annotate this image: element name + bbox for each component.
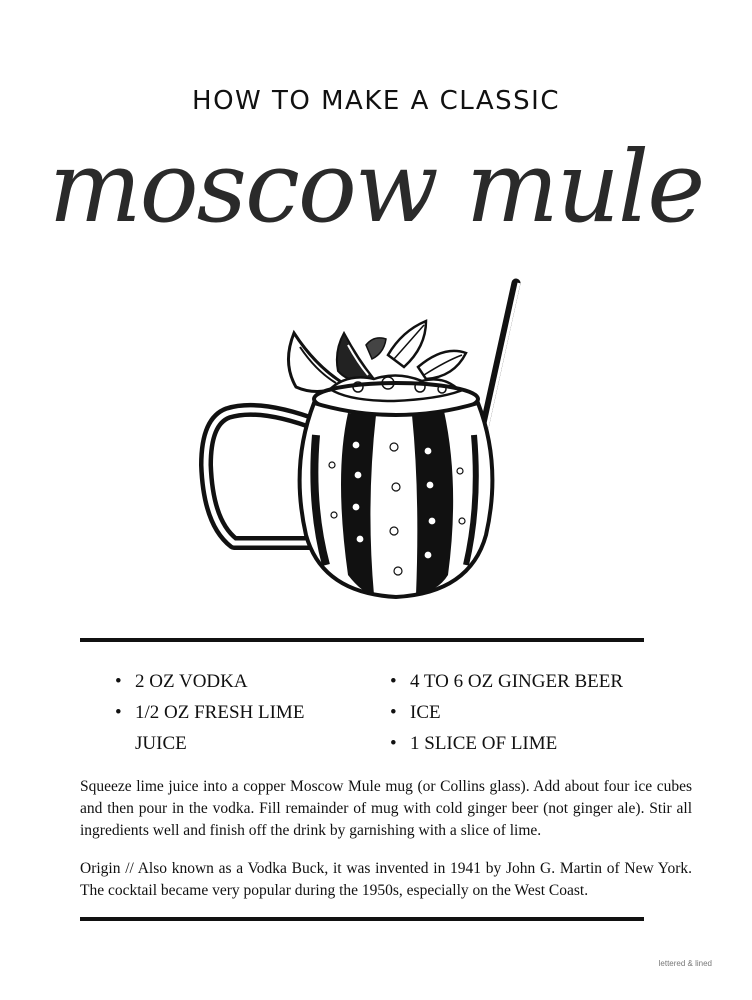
method-paragraph: Squeeze lime juice into a copper Moscow Mule mug (or Collins glass). Add about four ice cubes and then pour in the vodka. Fill remainder of mug with cold ginger beer (not ginger ale). Stir all ingredients well and finish off the drink by garnishing with a slice of lime. — [80, 778, 692, 839]
ingredient-text: ICE — [410, 702, 441, 723]
bullet: • — [115, 702, 122, 723]
ingredients-right-column — [390, 666, 670, 759]
ingredients-left-column — [115, 666, 350, 759]
ingredient-text: 1 SLICE OF LIME — [410, 733, 558, 754]
ingredient-text: 2 OZ VODKA — [135, 671, 248, 692]
origin-paragraph: Origin // Also known as a Vodka Buck, it was invented in 1941 by John G. Martin of New York. The cocktail became very popular during the 1950s, especially on the West Coast. — [80, 860, 692, 899]
ingredient-text: 1/2 OZ FRESH LIME JUICE — [135, 702, 305, 754]
copper-mug-icon — [198, 275, 538, 615]
artist-credit: lettered & lined — [658, 959, 712, 968]
mug-illustration — [198, 275, 538, 615]
recipe-title: moscow mule — [48, 131, 704, 245]
bullet: • — [390, 671, 397, 692]
ingredient-item — [115, 666, 350, 697]
ingredient-item — [390, 697, 670, 728]
recipe-subtitle: HOW TO MAKE A CLASSIC — [192, 86, 560, 116]
ingredient-item — [390, 666, 670, 697]
top-divider — [80, 638, 644, 642]
ingredient-text: 4 TO 6 OZ GINGER BEER — [410, 671, 624, 692]
bullet: • — [115, 671, 122, 692]
bullet: • — [390, 702, 397, 723]
bottom-divider — [80, 917, 644, 921]
ingredient-item — [115, 697, 350, 759]
bullet: • — [390, 733, 397, 754]
ingredient-item — [390, 728, 670, 759]
